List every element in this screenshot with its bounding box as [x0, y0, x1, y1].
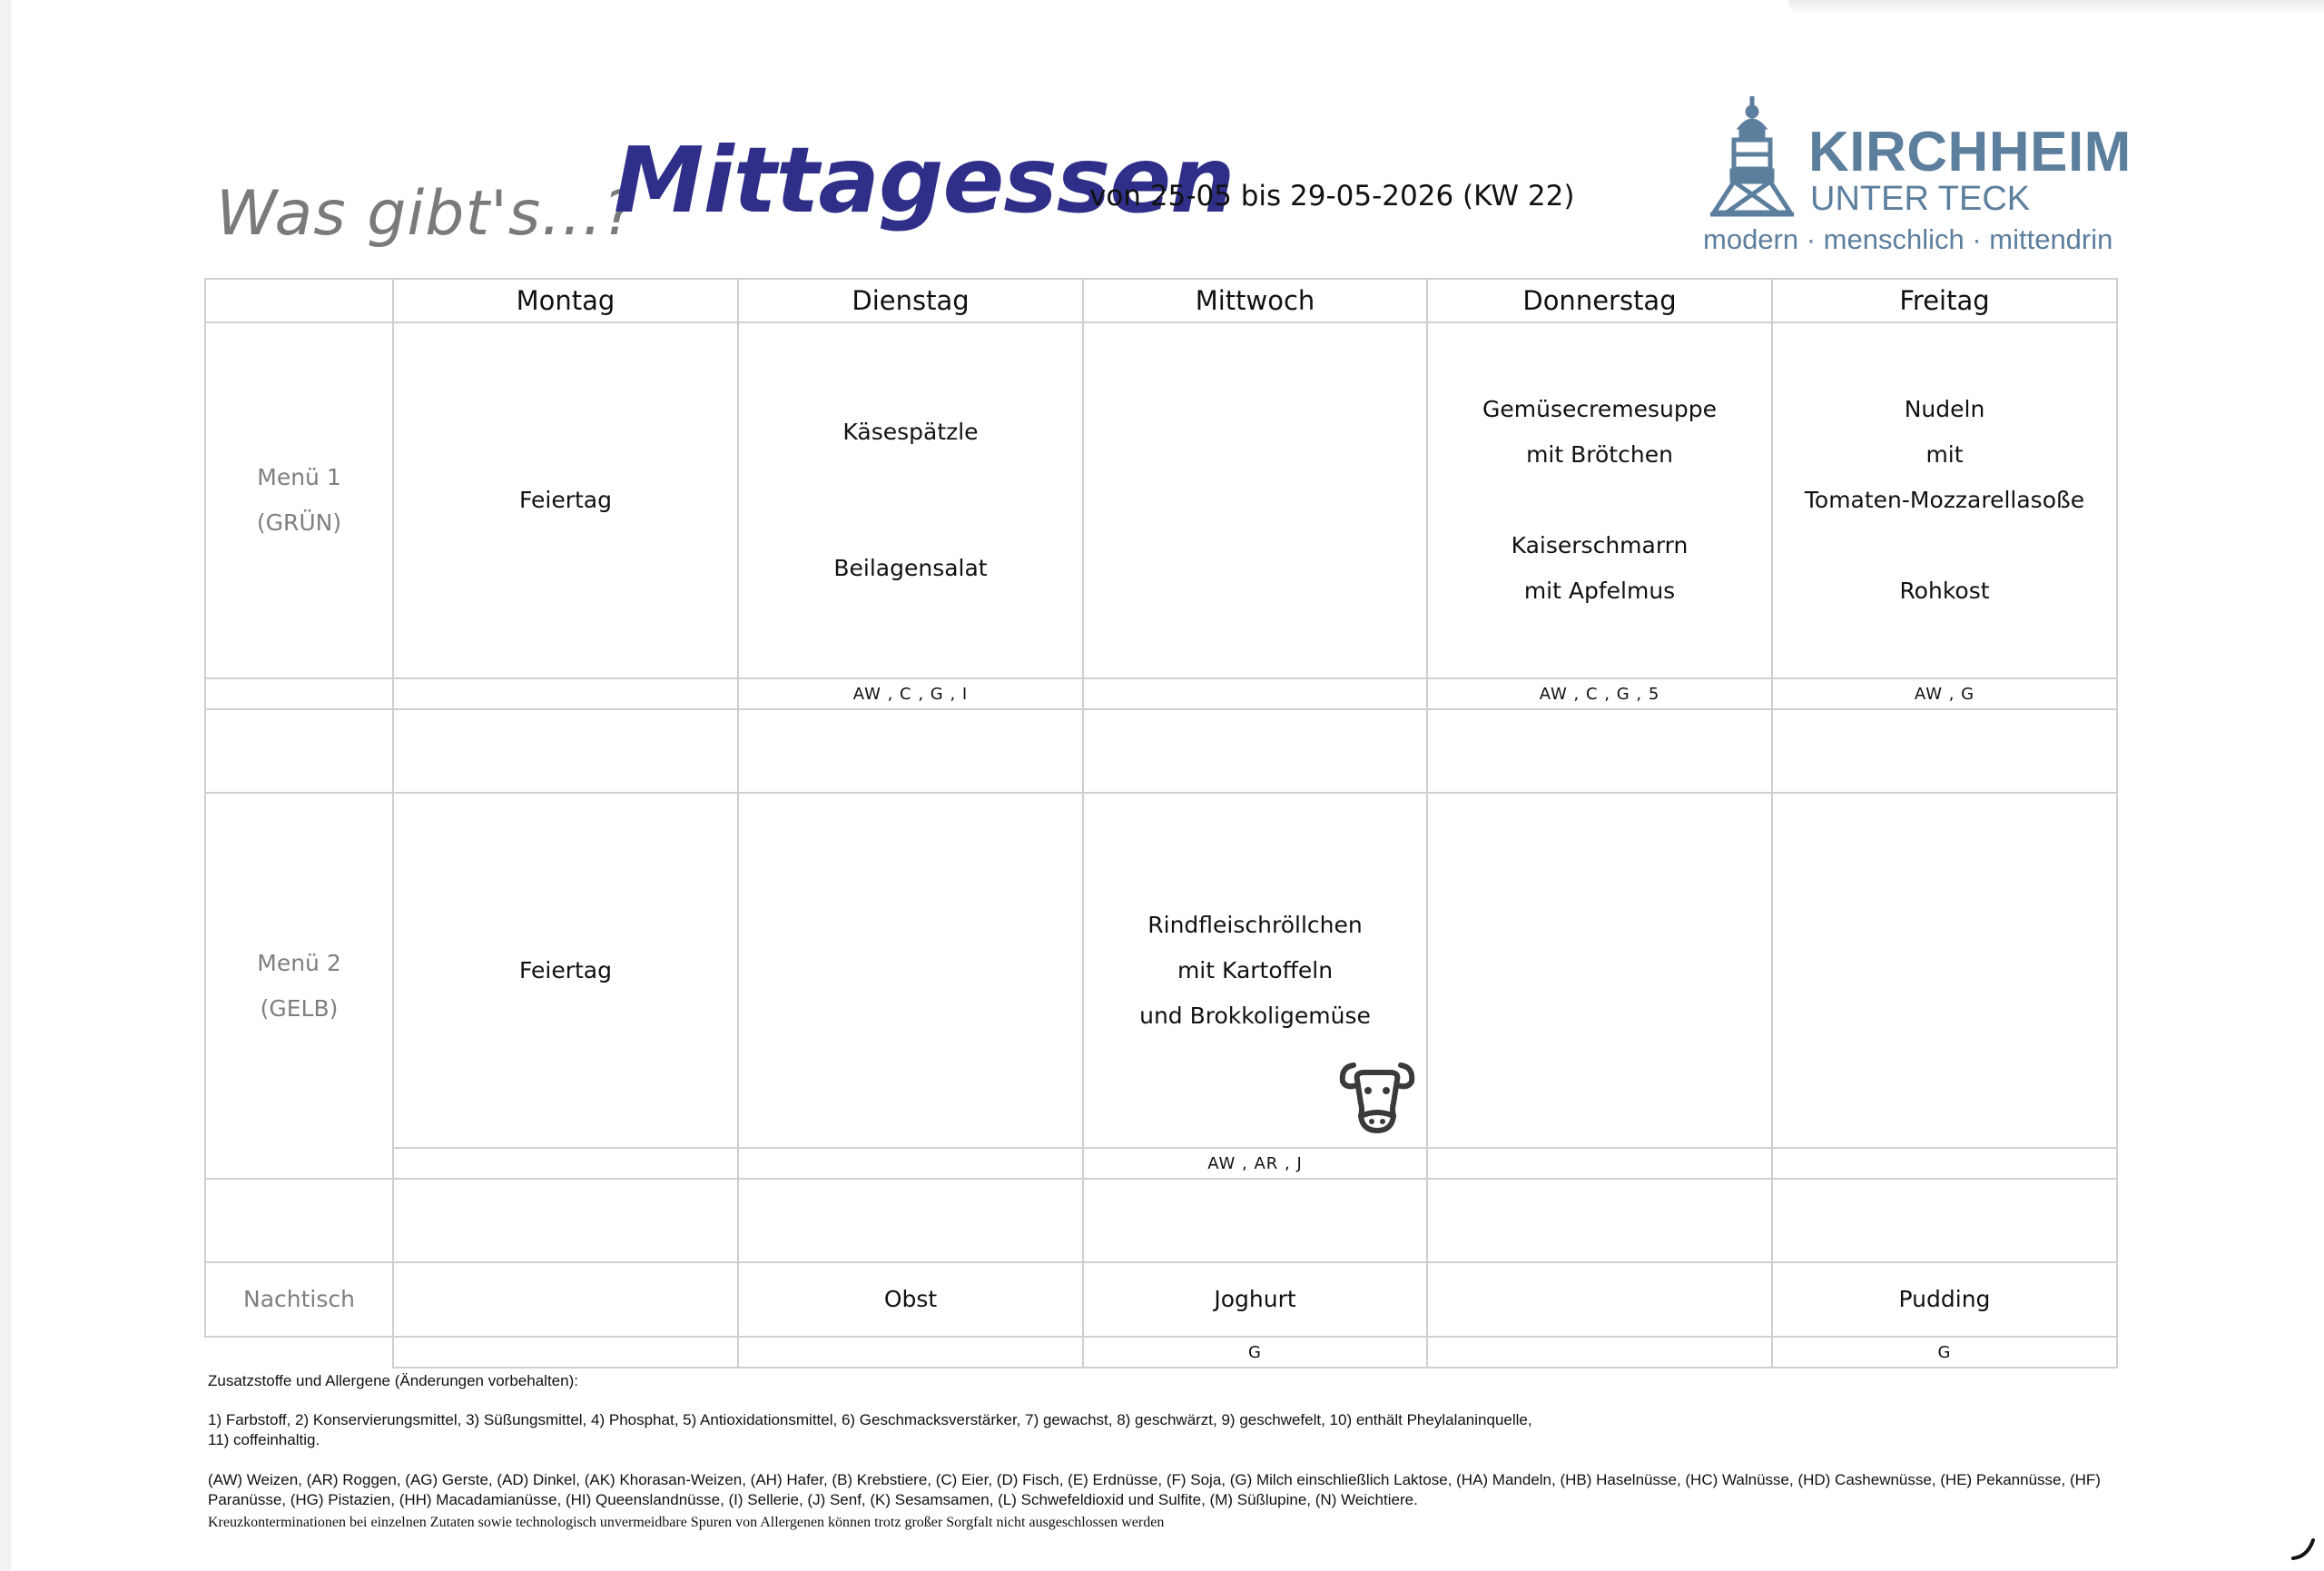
- menu1-allergens-mittwoch: [1083, 678, 1427, 709]
- menu2-allergens-donnerstag: [1427, 1148, 1772, 1179]
- menu1-allergens-dienstag: AW , C , G , I: [738, 678, 1083, 709]
- day-header-dienstag: Dienstag: [738, 279, 1083, 322]
- dish-line: mit: [1925, 441, 1964, 468]
- menu1-dish-freitag: [1772, 322, 2117, 678]
- menu2-dish-donnerstag: [1427, 793, 1772, 1148]
- menu2-allergens-dienstag: [738, 1148, 1083, 1179]
- day-header-row: [205, 279, 2117, 322]
- menu1-dish-montag: [393, 322, 738, 678]
- menu1-label: [205, 322, 393, 678]
- page-title: Mittagessen: [614, 127, 1235, 233]
- cross-contamination-disclaimer: Kreuzkonterminationen bei einzelnen Zutaten sowie technologisch unvermeidbare Spuren von Allergenen können trotz großer Sorgfalt nicht ausgeschlossen werden: [208, 1515, 1165, 1530]
- logo-name: KIRCHHEIM: [1808, 121, 2132, 183]
- spacer-cell: [393, 1179, 738, 1262]
- dish-line: mit Brötchen: [1526, 441, 1673, 468]
- allergens-line-2: Paranüsse, (HG) Pistazien, (HH) Macadamianüsse, (HI) Queenslandnüsse, (I) Sellerie, (J) Senf, (K) Sesamsamen, (L) Schwefeldioxid und Sulfite, (M) Süßlupine, (N) Weichtiere.: [208, 1491, 1418, 1508]
- spacer-cell: [1772, 709, 2117, 793]
- dessert-allergens-freitag: G: [1772, 1337, 2117, 1368]
- dessert-allergens-mittwoch: G: [1083, 1337, 1427, 1368]
- allergens-line-1: (AW) Weizen, (AR) Roggen, (AG) Gerste, (AD) Dinkel, (AK) Khorasan-Weizen, (AH) Hafer, (B) Krebstiere, (C) Eier, (D) Fisch, (E) Erdnüsse, (F) Soja, (G) Milch einschließlich Laktose, (HA) Mandeln, (HB) Haselnüsse, (HC) Walnüsse, (HD) Cashewnüsse, (HE) Pekannüsse, (HF): [208, 1471, 2101, 1488]
- spacer-cell: [738, 1179, 1083, 1262]
- spacer-cell: [1427, 709, 1772, 793]
- tagline: Was gibt's...?: [216, 178, 637, 250]
- menu-table: [204, 278, 2118, 1368]
- menu2-dish-mittwoch: [1083, 793, 1427, 1148]
- menu2-row: [205, 793, 2117, 1148]
- spacer-cell: [1772, 1179, 2117, 1262]
- dessert-mittwoch: Joghurt: [1083, 1262, 1427, 1337]
- spacer-row-2: [205, 1179, 2117, 1262]
- menu2-label-name: Menü 2: [257, 949, 341, 976]
- additives-line-2: 11) coffeinhaltig.: [208, 1431, 320, 1448]
- day-header-donnerstag: Donnerstag: [1427, 279, 1772, 322]
- dish-line: Gemüsecremesuppe: [1482, 396, 1717, 422]
- page-top-shadow: [1788, 0, 2324, 15]
- spacer-cell: [1083, 709, 1427, 793]
- dish-line: mit Apfelmus: [1523, 578, 1676, 604]
- page-curl-icon: [2290, 1535, 2317, 1562]
- dish-line: Feiertag: [519, 487, 612, 513]
- dish-line: Feiertag: [519, 956, 612, 983]
- menu1-allergens-montag: [393, 678, 738, 709]
- menu2-dish-freitag: [1772, 793, 2117, 1148]
- menu2-dish-montag: [393, 793, 738, 1148]
- day-header-montag: Montag: [393, 279, 738, 322]
- dish-line: [1773, 523, 2116, 568]
- menu2-allergen-row: [205, 1148, 2117, 1179]
- dessert-allergens-dienstag: [738, 1337, 1083, 1368]
- dessert-allergen-row: [205, 1337, 2117, 1368]
- dish-line: [1428, 478, 1771, 523]
- menu1-dish-dienstag: [738, 322, 1083, 678]
- day-header-freitag: Freitag: [1772, 279, 2117, 322]
- dessert-allergens-montag: [393, 1337, 738, 1368]
- menu1-dish-mittwoch: [1083, 322, 1427, 678]
- dish-line: Kaiserschmarrn: [1511, 532, 1689, 558]
- menu1-label-name: Menü 1: [257, 464, 341, 490]
- dessert-donnerstag: [1427, 1262, 1772, 1337]
- dish-line: Rohkost: [1899, 578, 1990, 604]
- dish-line: [739, 500, 1082, 546]
- menu1-allergen-row: [205, 678, 2117, 709]
- menu2-allergens-mittwoch: AW , AR , J: [1083, 1148, 1427, 1179]
- menu2-label-color: (GELB): [260, 994, 339, 1022]
- dish-line: mit Kartoffeln: [1177, 956, 1334, 983]
- spacer-cell: [205, 709, 393, 793]
- menu1-allergen-label: [205, 678, 393, 709]
- page-left-edge: [0, 0, 11, 1571]
- additives-line-1: 1) Farbstoff, 2) Konservierungsmittel, 3) Süßungsmittel, 4) Phosphat, 5) Antioxidationsmittel, 6) Geschmacksverstärker, 7) gewachst, 8) geschwärzt, 9) geschwefelt, 10) enthält Pheylalaninquelle,: [208, 1411, 1532, 1428]
- menu2-label: [205, 793, 393, 1179]
- dessert-dienstag: Obst: [738, 1262, 1083, 1337]
- spacer-cell: [393, 709, 738, 793]
- dessert-row: [205, 1262, 2117, 1337]
- menu2-allergens-freitag: [1772, 1148, 2117, 1179]
- spacer-cell: [205, 1179, 393, 1262]
- corner-cell: [205, 279, 393, 322]
- menu1-row: [205, 322, 2117, 678]
- logo-subtitle: UNTER TECK: [1810, 180, 2031, 218]
- dessert-allergens-donnerstag: [1427, 1337, 1772, 1368]
- kirchheim-logo: [1701, 91, 2132, 263]
- dessert-freitag: Pudding: [1772, 1262, 2117, 1337]
- dessert-label: Nachtisch: [205, 1262, 393, 1337]
- dish-line: Tomaten-Mozzarellasoße: [1804, 487, 2085, 513]
- menu2-dish-dienstag: [738, 793, 1083, 1148]
- spacer-row-1: [205, 709, 2117, 793]
- day-header-mittwoch: Mittwoch: [1083, 279, 1427, 322]
- church-tower-icon: [1707, 94, 1797, 217]
- spacer-cell: [738, 709, 1083, 793]
- dessert-allergen-label: [205, 1337, 393, 1368]
- spacer-cell: [1083, 1179, 1427, 1262]
- dish-line: und Brokkoligemüse: [1139, 1002, 1371, 1029]
- menu1-dish-donnerstag: [1427, 322, 1772, 678]
- logo-slogan: modern · menschlich · mittendrin: [1703, 223, 2113, 255]
- dish-line: Rindfleischröllchen: [1147, 911, 1363, 938]
- dish-line: Beilagensalat: [833, 555, 988, 581]
- dish-line: [739, 455, 1082, 500]
- menu1-label-color: (GRÜN): [256, 509, 342, 536]
- footer-heading: Zusatzstoffe und Allergene (Änderungen vorbehalten):: [208, 1372, 578, 1389]
- dessert-montag: [393, 1262, 738, 1337]
- menu1-allergens-freitag: AW , G: [1772, 678, 2117, 709]
- dish-line: Nudeln: [1904, 396, 1985, 422]
- date-range: von 25-05 bis 29-05-2026 (KW 22): [1089, 180, 1575, 212]
- menu1-allergens-donnerstag: AW , C , G , 5: [1427, 678, 1772, 709]
- spacer-cell: [1427, 1179, 1772, 1262]
- menu2-allergens-montag: [393, 1148, 738, 1179]
- dish-line: Käsespätzle: [842, 419, 979, 445]
- cow-icon: [1334, 1052, 1421, 1134]
